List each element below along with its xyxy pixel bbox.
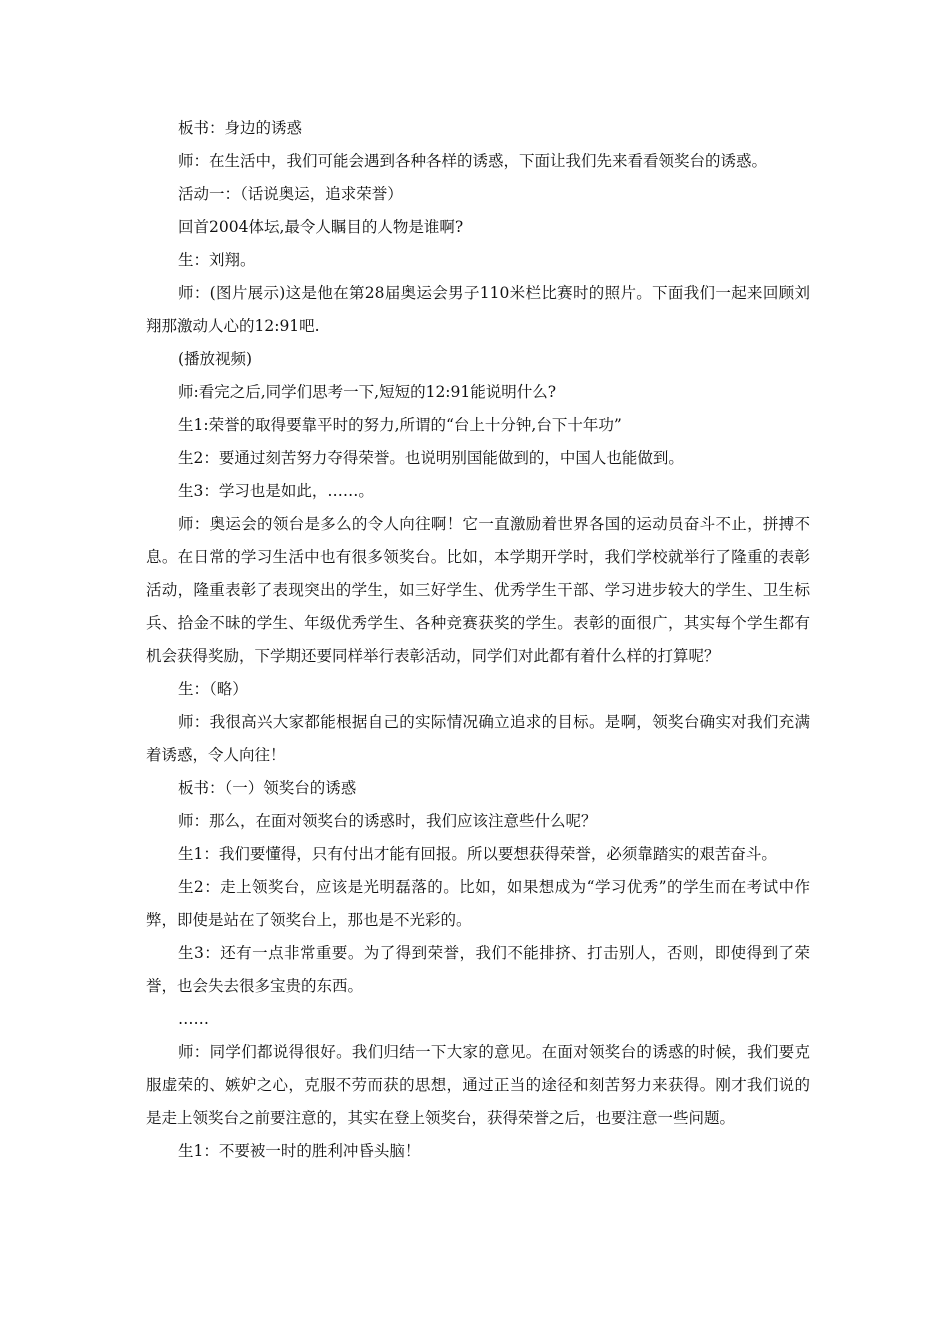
student-1-effort-answer: 生1：我们要懂得，只有付出才能有回报。所以要想获得荣誉，必须靠踏实的艰苦奋斗。 <box>178 845 777 863</box>
student-1-answer: 生1:荣誉的取得要靠平时的努力,所谓的“台上十分钟,台下十年功” <box>178 416 622 434</box>
student-3-answer: 生3：学习也是如此，……。 <box>178 482 374 500</box>
board-title-text: 板书：身边的诱惑 <box>178 119 303 137</box>
teacher-photo-text: 师：(图片展示)这是他在第28届奥运会男子110米栏比赛时的照片。下面我们一起来回顾刘翔那激动人心的12:91吧. <box>146 284 810 335</box>
student-2-honesty-answer: 生2：走上领奖台，应该是光明磊落的。比如，如果想成为“学习优秀”的学生而在考试中作弊，即使是站在了领奖台上，那也是不光彩的。 <box>146 878 810 929</box>
teacher-intro-text: 师：在生活中，我们可能会遇到各种各样的诱惑，下面让我们先来看看领奖台的诱惑。 <box>178 152 768 170</box>
teacher-olympics-paragraph: 师：奥运会的领台是多么的令人向往啊！它一直激励着世界各国的运动员奋斗不止，拼搏不息。在日常的学习生活中也有很多领奖台。比如，本学期开学时，我们学校就举行了隆重的表彰活动，隆重表彰了表现突出的学生，如三好学生、优秀学生干部、学习进步较大的学生、卫生标兵、拾金不昧的学生、年级优秀学生、各种竞赛获奖的学生。表彰的面很广，其实每个学生都有机会获得奖励，下学期还要同样举行表彰活动，同学们对此都有着什么样的打算呢？ <box>146 515 810 665</box>
question-text: 回首2004体坛,最令人瞩目的人物是谁啊? <box>178 218 464 236</box>
teacher-question-text: 师:看完之后,同学们思考一下,短短的12:91能说明什么? <box>178 383 557 401</box>
board-section-one-text: 板书：（一）领奖台的诱惑 <box>178 779 357 797</box>
student-3-respect-answer: 生3：还有一点非常重要。为了得到荣誉，我们不能排挤、打击别人，否则，即使得到了荣誉，也会失去很多宝贵的东西。 <box>146 944 810 995</box>
teacher-attention-question: 师：那么，在面对领奖台的诱惑时，我们应该注意些什么呢？ <box>178 812 597 830</box>
student-omitted-answer: 生：（略） <box>178 680 248 698</box>
teacher-summary-paragraph: 师：同学们都说得很好。我们归结一下大家的意见。在面对领奖台的诱惑的时候，我们要克服虚荣的、嫉妒之心，克服不劳而获的思想，通过正当的途径和刻苦努力来获得。刚才我们说的是走上领奖台之前要注意的，其实在登上领奖台，获得荣誉之后，也要注意一些问题。 <box>146 1043 810 1127</box>
ellipsis-line: …… <box>178 1010 209 1028</box>
student-1-final-answer: 生1：不要被一时的胜利冲昏头脑！ <box>178 1142 421 1160</box>
document-page <box>146 112 810 1168</box>
student-2-answer: 生2：要通过刻苦努力夺得荣誉。也说明别国能做到的，中国人也能做到。 <box>178 449 684 467</box>
activity-one-heading: 活动一：（话说奥运，追求荣誉） <box>178 185 403 203</box>
student-answer-text: 生：刘翔。 <box>178 251 256 269</box>
play-video-note: (播放视频) <box>178 350 253 368</box>
teacher-goal-text: 师：我很高兴大家都能根据自己的实际情况确立追求的目标。是啊，领奖台确实对我们充满着诱惑，令人向往！ <box>146 713 810 764</box>
